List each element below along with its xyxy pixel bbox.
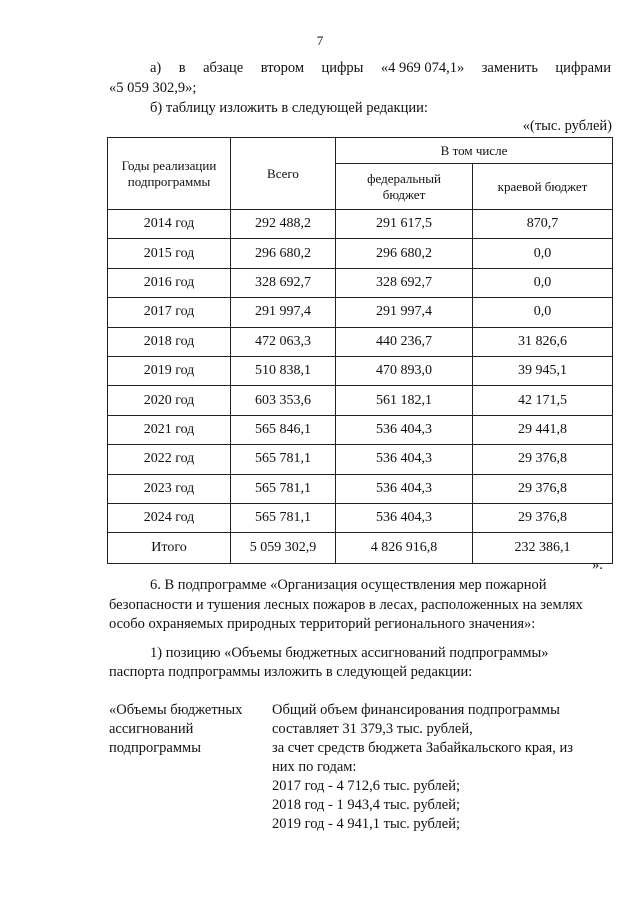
- table-row: [108, 503, 613, 532]
- table-row: [108, 356, 613, 385]
- cell-regional: 29 376,8: [473, 474, 613, 503]
- cell-regional: 29 376,8: [473, 503, 613, 532]
- cell-regional: 39 945,1: [473, 356, 613, 385]
- position-text-line: них по годам:: [272, 759, 357, 775]
- units-note: «(тыс. рублей): [522, 118, 612, 134]
- position-label-line: ассигнований: [109, 721, 194, 737]
- total-cell-federal: 4 826 916,8: [336, 533, 473, 564]
- cell-federal: 291 617,5: [336, 210, 473, 239]
- cell-year: 2023 год: [108, 474, 231, 503]
- section6-line1: 6. В подпрограмме «Организация осуществления мер пожарной: [150, 577, 547, 593]
- cell-federal: 470 893,0: [336, 356, 473, 385]
- cell-federal: 328 692,7: [336, 268, 473, 297]
- cell-year: 2016 год: [108, 268, 231, 297]
- table-total-row: [108, 533, 613, 564]
- table-row: [108, 210, 613, 239]
- paragraph-a-word: заменить: [481, 60, 538, 76]
- funding-table: [107, 137, 613, 564]
- header-total: Всего: [231, 138, 336, 210]
- cell-total: 292 488,2: [231, 210, 336, 239]
- cell-federal: 536 404,3: [336, 445, 473, 474]
- item1-line2: паспорта подпрограммы изложить в следующей редакции:: [109, 664, 473, 680]
- table-row: [108, 386, 613, 415]
- cell-total: 565 781,1: [231, 474, 336, 503]
- position-label-line: «Объемы бюджетных: [109, 702, 243, 718]
- table-row: [108, 268, 613, 297]
- header-years: Годы реализации подпрограммы: [108, 138, 231, 210]
- position-text-line: за счет средств бюджета Забайкальского края, из: [272, 740, 573, 756]
- closing-mark: ».: [592, 557, 603, 573]
- cell-federal: 536 404,3: [336, 415, 473, 444]
- table-row: [108, 415, 613, 444]
- table-row: [108, 298, 613, 327]
- cell-regional: 870,7: [473, 210, 613, 239]
- cell-total: 510 838,1: [231, 356, 336, 385]
- position-text-line: 2019 год - 4 941,1 тыс. рублей;: [272, 816, 460, 832]
- table-row: [108, 239, 613, 268]
- cell-year: 2017 год: [108, 298, 231, 327]
- cell-total: 291 997,4: [231, 298, 336, 327]
- cell-total: 565 781,1: [231, 445, 336, 474]
- position-text: [272, 701, 573, 834]
- section6-line3: особо охраняемых природных территорий регионального значения»:: [109, 616, 536, 632]
- total-cell-total: 5 059 302,9: [231, 533, 336, 564]
- cell-regional: 29 376,8: [473, 445, 613, 474]
- cell-total: 296 680,2: [231, 239, 336, 268]
- table-row: [108, 327, 613, 356]
- cell-federal: 440 236,7: [336, 327, 473, 356]
- cell-year: 2020 год: [108, 386, 231, 415]
- cell-federal: 536 404,3: [336, 503, 473, 532]
- cell-federal: 296 680,2: [336, 239, 473, 268]
- cell-federal: 561 182,1: [336, 386, 473, 415]
- position-label: [109, 701, 242, 758]
- cell-year: 2015 год: [108, 239, 231, 268]
- header-including: В том числе: [336, 138, 613, 164]
- cell-regional: 0,0: [473, 239, 613, 268]
- cell-total: 328 692,7: [231, 268, 336, 297]
- cell-year: 2024 год: [108, 503, 231, 532]
- total-cell-label: Итого: [108, 533, 231, 564]
- cell-federal: 536 404,3: [336, 474, 473, 503]
- paragraph-a-word: а): [150, 60, 162, 76]
- paragraph-a-word: «4 969 074,1»: [380, 60, 465, 76]
- section6-line2: безопасности и тушения лесных пожаров в лесах, расположенных на землях: [109, 597, 583, 613]
- paragraph-a-line2: «5 059 302,9»;: [109, 80, 197, 96]
- cell-total: 565 781,1: [231, 503, 336, 532]
- header-federal: федеральный бюджет: [336, 164, 473, 210]
- cell-year: 2022 год: [108, 445, 231, 474]
- total-cell-regional: 232 386,1: [473, 533, 613, 564]
- position-text-line: 2017 год - 4 712,6 тыс. рублей;: [272, 778, 460, 794]
- cell-year: 2021 год: [108, 415, 231, 444]
- cell-total: 472 063,3: [231, 327, 336, 356]
- paragraph-a-word: в: [178, 60, 186, 76]
- paragraph-a-word: цифрами: [555, 60, 611, 76]
- header-regional: краевой бюджет: [473, 164, 613, 210]
- cell-year: 2018 год: [108, 327, 231, 356]
- cell-regional: 0,0: [473, 298, 613, 327]
- position-text-line: Общий объем финансирования подпрограммы: [272, 702, 560, 718]
- paragraph-a-word: втором: [260, 60, 304, 76]
- cell-regional: 29 441,8: [473, 415, 613, 444]
- item1-line1: 1) позицию «Объемы бюджетных ассигнований подпрограммы»: [150, 645, 549, 661]
- position-text-line: 2018 год - 1 943,4 тыс. рублей;: [272, 797, 460, 813]
- cell-federal: 291 997,4: [336, 298, 473, 327]
- table-row: [108, 445, 613, 474]
- paragraph-a-word: абзаце: [203, 60, 244, 76]
- cell-regional: 42 171,5: [473, 386, 613, 415]
- position-label-line: подпрограммы: [109, 740, 201, 756]
- paragraph-a-line1: [150, 59, 611, 78]
- table-row: [108, 474, 613, 503]
- cell-year: 2019 год: [108, 356, 231, 385]
- cell-regional: 31 826,6: [473, 327, 613, 356]
- cell-year: 2014 год: [108, 210, 231, 239]
- cell-total: 603 353,6: [231, 386, 336, 415]
- paragraph-a-word: цифры: [321, 60, 364, 76]
- page-number: 7: [316, 33, 324, 48]
- position-text-line: составляет 31 379,3 тыс. рублей,: [272, 721, 473, 737]
- paragraph-b: б) таблицу изложить в следующей редакции:: [150, 100, 428, 116]
- cell-total: 565 846,1: [231, 415, 336, 444]
- cell-regional: 0,0: [473, 268, 613, 297]
